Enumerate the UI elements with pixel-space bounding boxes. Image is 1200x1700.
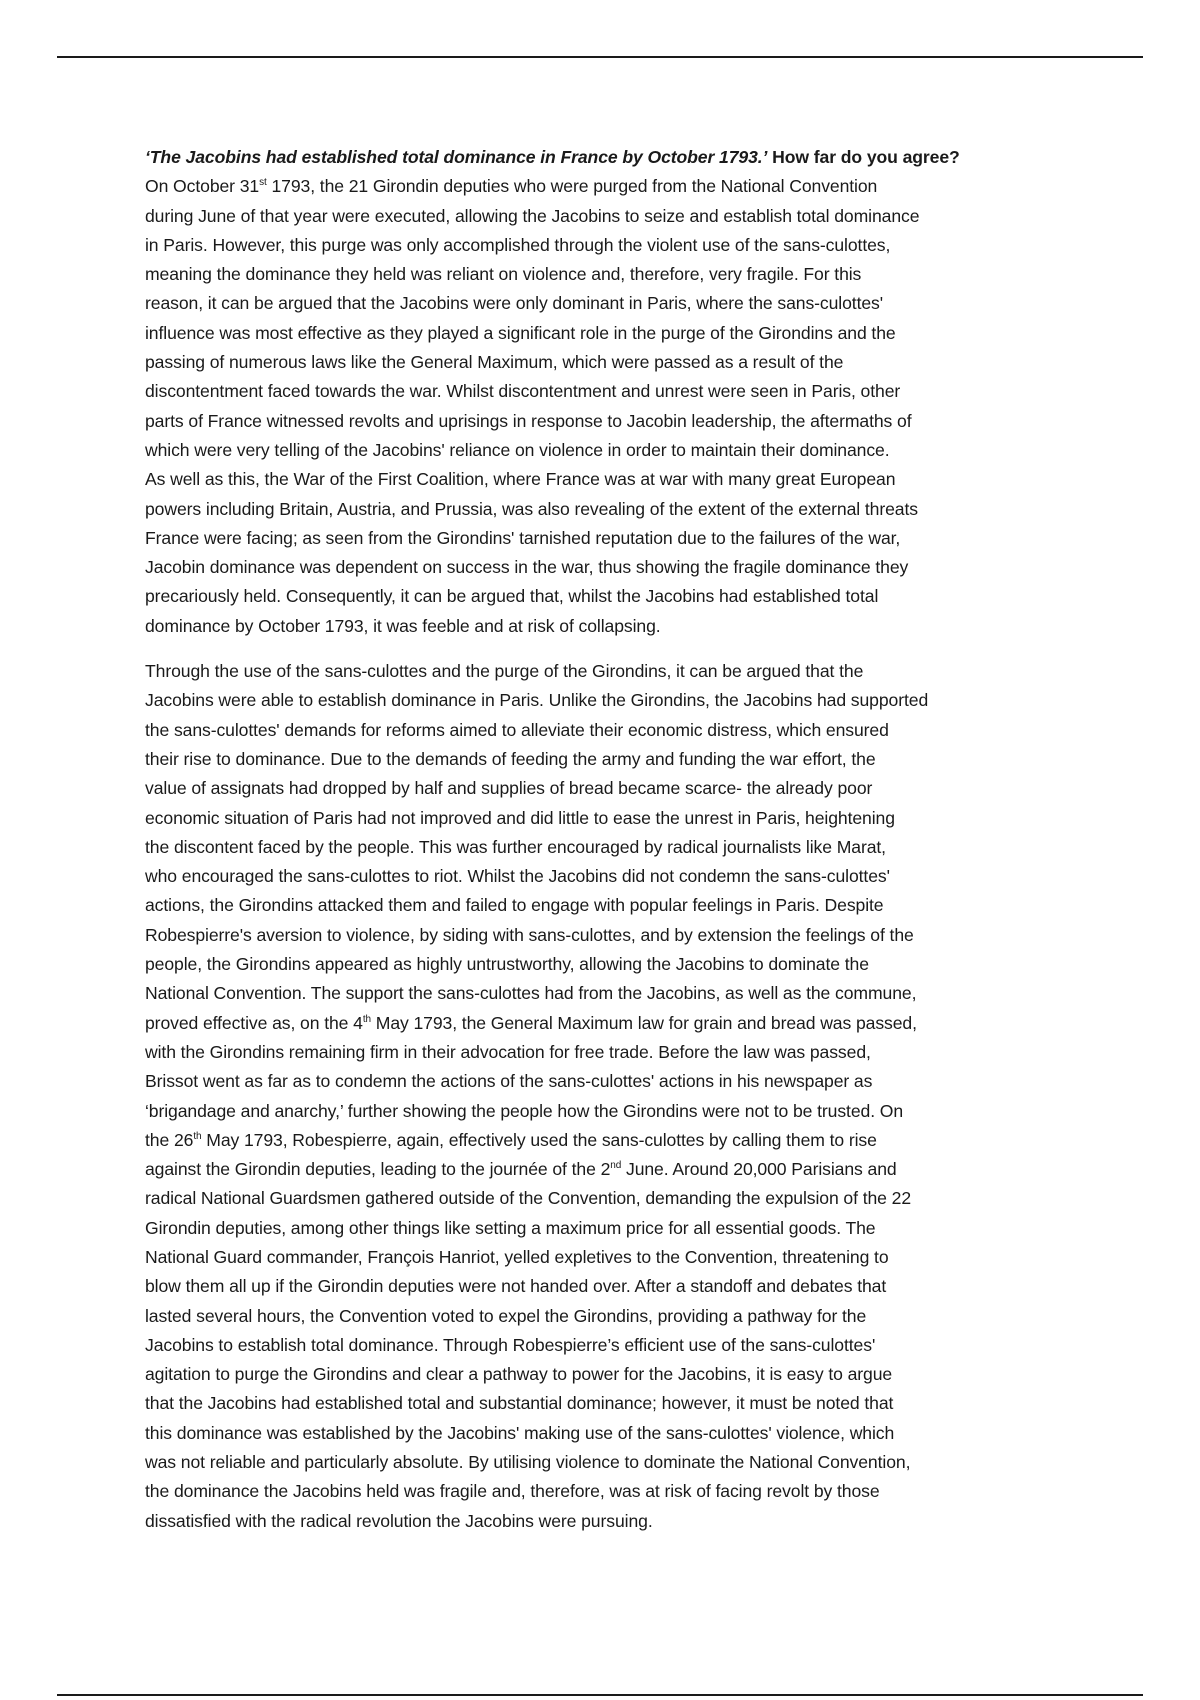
text-line: [145, 436, 1065, 465]
text-run: France were facing; as seen from the Girondins' tarnished reputation due to the failures of the war,: [145, 527, 901, 548]
text-line: [145, 1272, 1065, 1301]
text-run: dominance by October 1793, it was feeble and at risk of collapsing.: [145, 615, 661, 636]
text-line: [145, 950, 1065, 979]
text-run: this dominance was established by the Jacobins' making use of the sans-culottes' violence, which: [145, 1422, 895, 1443]
text-line: [145, 921, 1065, 950]
text-line: [145, 231, 1065, 260]
text-run: radical National Guardsmen gathered outside of the Convention, demanding the expulsion of the 22: [145, 1188, 912, 1209]
text-run: the discontent faced by the people. This was further encouraged by radical journalists like Marat,: [145, 836, 886, 857]
text-run: was not reliable and particularly absolute. By utilising violence to dominate the National Convention,: [145, 1452, 911, 1473]
text-line: [145, 833, 1065, 862]
question-quote: ‘The Jacobins had established total dominance in France by October 1793.’: [145, 147, 768, 167]
paragraph-2: [145, 657, 1065, 1536]
text-line: [145, 1448, 1065, 1477]
text-line: [145, 1009, 1065, 1038]
text-line: [145, 553, 1065, 582]
text-run: National Convention. The support the sans-culottes had from the Jacobins, as well as the commune,: [145, 983, 917, 1004]
text-run: 1793, the 21 Girondin deputies who were purged from the National Convention: [266, 176, 878, 197]
ordinal-suffix: st: [259, 177, 267, 189]
text-run: lasted several hours, the Convention voted to expel the Girondins, providing a pathway for the: [145, 1305, 867, 1326]
text-line: [145, 612, 1065, 641]
text-run: Jacobins were able to establish dominance in Paris. Unlike the Girondins, the Jacobins had supported: [145, 690, 929, 711]
text-run: precariously held. Consequently, it can be argued that, whilst the Jacobins had established total: [145, 586, 879, 607]
text-line: [145, 319, 1065, 348]
essay-question: [145, 143, 1065, 172]
text-line: [145, 1331, 1065, 1360]
text-line: [145, 202, 1065, 231]
text-run: people, the Girondins appeared as highly untrustworthy, allowing the Jacobins to dominate the: [145, 954, 869, 975]
text-line: [145, 1360, 1065, 1389]
text-run: Girondin deputies, among other things like setting a maximum price for all essential goods. The: [145, 1217, 876, 1238]
text-run: against the Girondin deputies, leading to the journée of the 2: [145, 1159, 611, 1180]
text-run: the 26: [145, 1129, 194, 1150]
footer-rule: [57, 1694, 1143, 1696]
text-line: [145, 979, 1065, 1008]
text-line: [145, 862, 1065, 891]
text-run: passing of numerous laws like the General Maximum, which were passed as a result of the: [145, 352, 844, 373]
text-run: National Guard commander, François Hanriot, yelled expletives to the Convention, threatening to: [145, 1246, 889, 1267]
text-run: value of assignats had dropped by half and supplies of bread became scarce- the already poor: [145, 778, 873, 799]
text-run: May 1793, Robespierre, again, effectively used the sans-culottes by calling them to rise: [201, 1129, 877, 1150]
text-line: [145, 1389, 1065, 1418]
text-run: proved effective as, on the 4: [145, 1012, 363, 1033]
text-line: [145, 1507, 1065, 1536]
text-run: actions, the Girondins attacked them and failed to engage with popular feelings in Paris. Despite: [145, 895, 884, 916]
question-prompt: How far do you agree?: [767, 147, 960, 167]
essay-paragraphs: [145, 172, 1065, 1536]
text-line: [145, 745, 1065, 774]
text-run: May 1793, the General Maximum law for grain and bread was passed,: [370, 1012, 917, 1033]
text-run: with the Girondins remaining firm in their advocation for free trade. Before the law was passed,: [145, 1041, 871, 1062]
text-run: that the Jacobins had established total and substantial dominance; however, it must be noted that: [145, 1393, 894, 1414]
text-run: Brissot went as far as to condemn the actions of the sans-culottes' actions in his newspaper as: [145, 1071, 873, 1092]
text-line: [145, 686, 1065, 715]
text-run: who encouraged the sans-culottes to riot. Whilst the Jacobins did not condemn the sans-culottes': [145, 866, 890, 887]
header-rule: [57, 56, 1143, 58]
text-run: On October 31: [145, 176, 260, 197]
text-line: [145, 1302, 1065, 1331]
text-run: ‘brigandage and anarchy,’ further showing the people how the Girondins were not to be trusted. On: [145, 1100, 904, 1121]
text-run: Robespierre's aversion to violence, by siding with sans-culottes, and by extension the feelings of the: [145, 924, 914, 945]
text-line: [145, 804, 1065, 833]
text-line: [145, 582, 1065, 611]
text-line: [145, 377, 1065, 406]
text-line: [145, 1184, 1065, 1213]
essay-body: [145, 143, 1065, 1536]
text-run: dissatisfied with the radical revolution the Jacobins were pursuing.: [145, 1510, 653, 1531]
text-run: Jacobins to establish total dominance. Through Robespierre’s efficient use of the sans-culottes': [145, 1334, 876, 1355]
text-line: [145, 1038, 1065, 1067]
text-run: influence was most effective as they played a significant role in the purge of the Girondins and the: [145, 322, 896, 343]
text-line: [145, 289, 1065, 318]
text-run: parts of France witnessed revolts and uprisings in response to Jacobin leadership, the aftermaths of: [145, 410, 912, 431]
text-run: discontentment faced towards the war. Whilst discontentment and unrest were seen in Paris, other: [145, 381, 901, 402]
paragraph-1: [145, 172, 1065, 641]
text-line: [145, 1097, 1065, 1126]
text-run: during June of that year were executed, allowing the Jacobins to seize and establish total dominance: [145, 205, 920, 226]
text-run: their rise to dominance. Due to the demands of feeding the army and funding the war effort, the: [145, 748, 876, 769]
ordinal-suffix: th: [193, 1130, 202, 1142]
text-run: As well as this, the War of the First Coalition, where France was at war with many great European: [145, 469, 896, 490]
text-line: [145, 495, 1065, 524]
text-line: [145, 260, 1065, 289]
text-line: [145, 1419, 1065, 1448]
text-run: the dominance the Jacobins held was fragile and, therefore, was at risk of facing revolt by those: [145, 1481, 880, 1502]
text-line: [145, 1155, 1065, 1184]
text-line: [145, 1126, 1065, 1155]
text-run: agitation to purge the Girondins and clear a pathway to power for the Jacobins, it is easy to argue: [145, 1364, 893, 1385]
ordinal-suffix: th: [362, 1013, 371, 1025]
text-run: reason, it can be argued that the Jacobins were only dominant in Paris, where the sans-culottes': [145, 293, 884, 314]
text-run: which were very telling of the Jacobins' reliance on violence in order to maintain their dominance.: [145, 439, 890, 460]
ordinal-suffix: nd: [610, 1160, 622, 1172]
text-line: [145, 407, 1065, 436]
text-line: [145, 716, 1065, 745]
text-line: [145, 348, 1065, 377]
text-run: June. Around 20,000 Parisians and: [621, 1159, 897, 1180]
text-line: [145, 657, 1065, 686]
text-line: [145, 1214, 1065, 1243]
text-run: the sans-culottes' demands for reforms aimed to alleviate their economic distress, which ensured: [145, 719, 889, 740]
text-line: [145, 1477, 1065, 1506]
text-line: [145, 465, 1065, 494]
text-run: powers including Britain, Austria, and Prussia, was also revealing of the extent of the external threats: [145, 498, 918, 519]
text-run: in Paris. However, this purge was only accomplished through the violent use of the sans-culottes,: [145, 234, 891, 255]
text-run: meaning the dominance they held was reliant on violence and, therefore, very fragile. For this: [145, 264, 862, 285]
text-run: Through the use of the sans-culottes and the purge of the Girondins, it can be argued that the: [145, 661, 864, 682]
text-line: [145, 524, 1065, 553]
text-run: blow them all up if the Girondin deputies were not handed over. After a standoff and debates that: [145, 1276, 887, 1297]
text-run: Jacobin dominance was dependent on success in the war, thus showing the fragile dominance they: [145, 557, 909, 578]
text-line: [145, 891, 1065, 920]
text-line: [145, 1067, 1065, 1096]
text-run: economic situation of Paris had not improved and did little to ease the unrest in Paris, heightening: [145, 807, 895, 828]
text-line: [145, 172, 1065, 201]
text-line: [145, 774, 1065, 803]
text-line: [145, 1243, 1065, 1272]
